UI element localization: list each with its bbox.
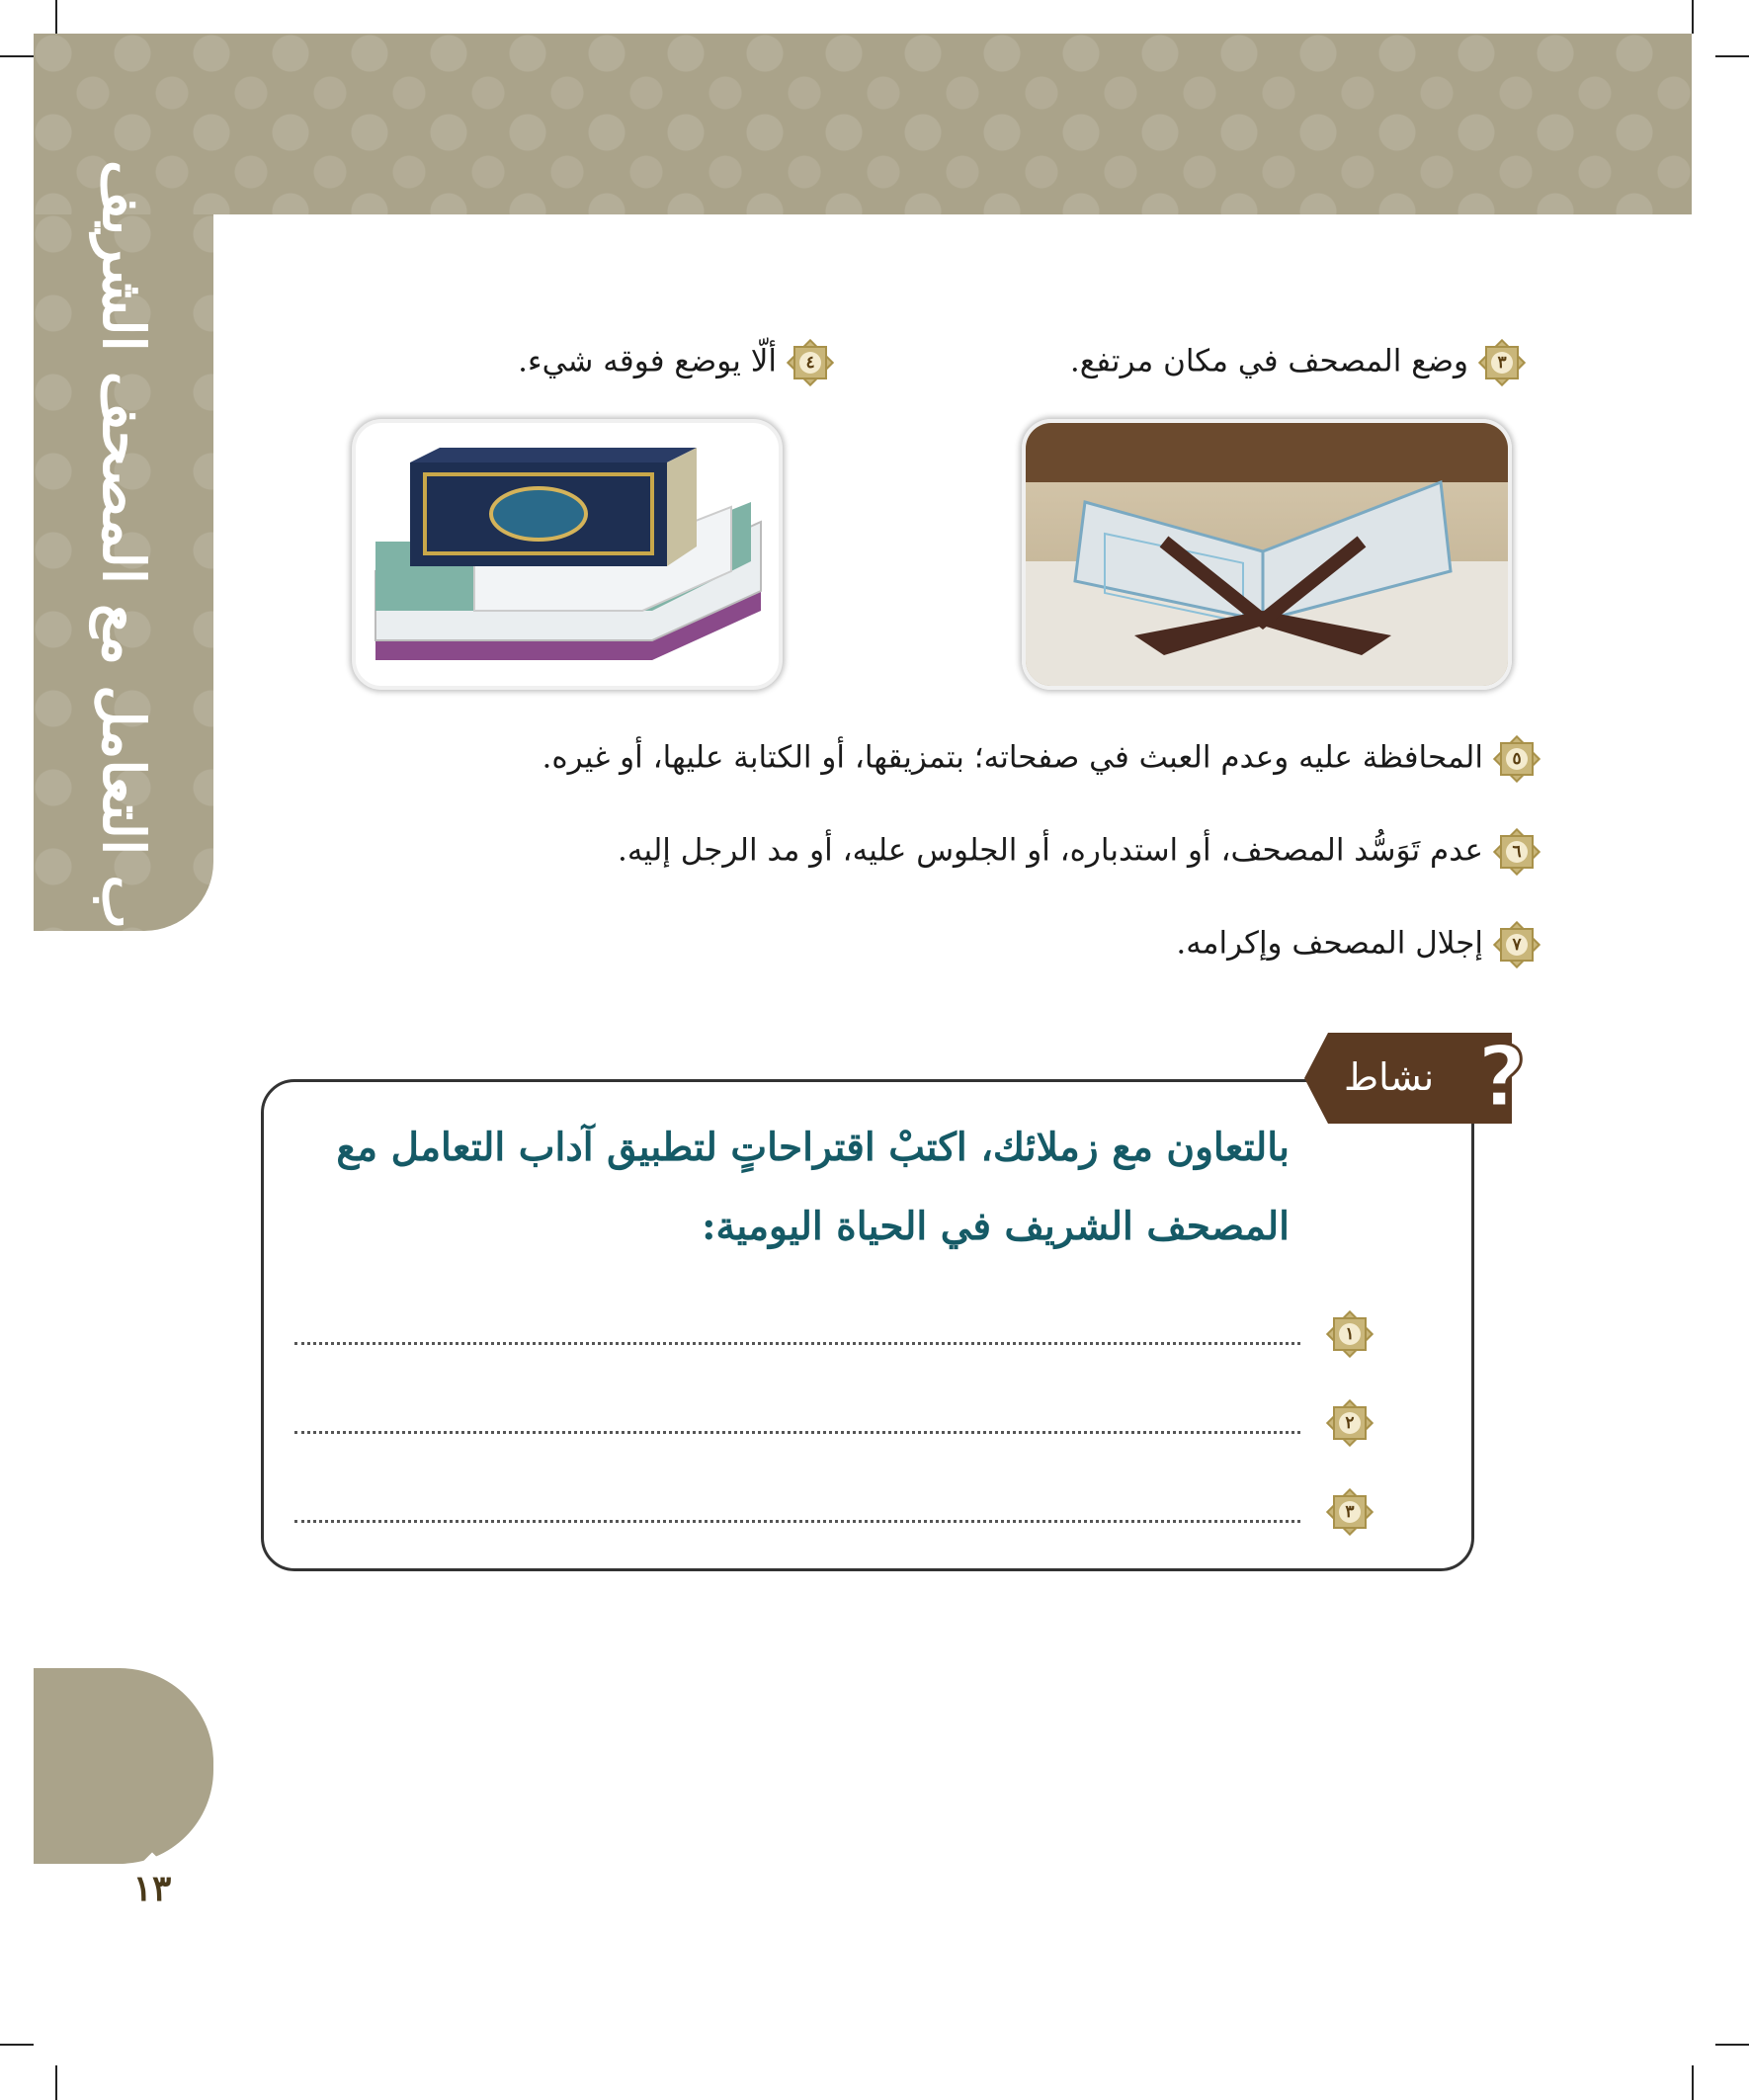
- number-badge: ٣: [1482, 343, 1522, 382]
- item-text: وضع المصحف في مكان مرتفع.: [1069, 343, 1468, 379]
- item-text: إجلال المصحف وإكرامه.: [1176, 925, 1483, 962]
- answer-line-2[interactable]: [294, 1393, 1370, 1453]
- number-badge: ١: [1330, 1314, 1370, 1354]
- page-number: ١٣: [132, 1868, 172, 1909]
- activity-line-2: المصحف الشريف في الحياة اليومية:: [702, 1204, 1290, 1249]
- item-7: [1176, 925, 1537, 965]
- item-text: عدم تَوَسُّد المصحف، أو استدباره، أو الجلوس عليه، أو مد الرجل إليه.: [618, 832, 1483, 869]
- number-badge: ٣: [1330, 1492, 1370, 1532]
- page-number-band: [34, 1668, 213, 1864]
- item-6: [618, 832, 1537, 872]
- activity-line-1: بالتعاون مع زملائك، اكتبْ اقتراحاتٍ لتطبيق آداب التعامل مع: [336, 1125, 1290, 1170]
- number-badge: ٦: [1497, 832, 1537, 872]
- item-text: المحافظة عليه وعدم العبث في صفحاته؛ بتمزيقها، أو الكتابة عليها، أو غيره.: [541, 739, 1483, 776]
- book-stack-photo: [352, 419, 783, 690]
- item-text: ألّا يوضع فوقه شيء.: [518, 343, 777, 379]
- item-3: [1070, 343, 1522, 382]
- side-title: [34, 159, 213, 986]
- quran-stand-photo: [1022, 419, 1512, 690]
- item-5: [542, 739, 1537, 779]
- page-number-badge: [117, 1856, 188, 1927]
- question-icon: ?: [1477, 1028, 1527, 1127]
- number-badge: ٧: [1497, 925, 1537, 965]
- activity-label: نشاط: [1344, 1055, 1435, 1099]
- number-badge: ٥: [1497, 739, 1537, 779]
- chapter-title: آداب التعامل مع المصحف الشريف: [90, 159, 158, 986]
- answer-line-3[interactable]: [294, 1482, 1370, 1542]
- header-band: [34, 34, 1692, 214]
- answer-line-1[interactable]: [294, 1304, 1370, 1364]
- item-4: [518, 343, 830, 382]
- number-badge: ٢: [1330, 1403, 1370, 1443]
- number-badge: ٤: [791, 343, 830, 382]
